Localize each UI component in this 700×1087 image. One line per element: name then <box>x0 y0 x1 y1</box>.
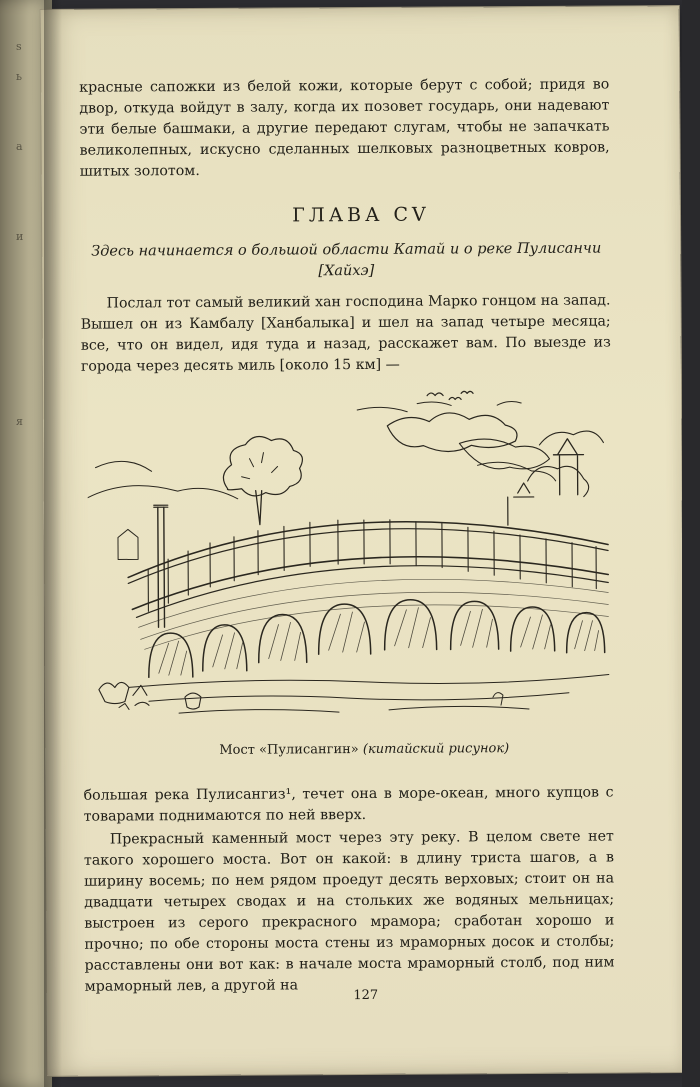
paragraph-bridge: Прекрасный каменный мост через эту реку. В целом свете нет такого хорошего моста. Вот он какой: в длину триста шагов, а в ширину восемь; по нем рядом проедут десять верховых; стоит он на двадцати четырех сводах и на стольких же водяных мельницах; выстроен из серого прекрасного мрамора; сработан хорошо и прочно; по обе стороны моста стены из мраморных досок и столбы; расставлены они вот как: в начале моста мраморный столб, под ним мраморный лев, а другой на <box>83 828 615 995</box>
paragraph-opening: красные сапожки из белой кожи, которые берут с собой; придя во двор, откуда войдут в залу, когда их позовет государь, они надевают эти белые башмаки, а другие передают слугам, чтобы не запачкать великолепных, искусно сделанных шелковых разноцветных ковров, шитых золотом. <box>79 76 610 180</box>
figure-caption-main: Мост «Пулисангин» <box>219 742 359 758</box>
page-number: 127 <box>353 987 379 1004</box>
left-page-mark: я <box>16 415 23 428</box>
left-page-mark: и <box>16 230 24 243</box>
bridge-illustration <box>87 384 619 727</box>
chapter-subtitle: Здесь начинается о большой области Катай и о реке Пулисанчи [Хайхэ] <box>91 240 602 280</box>
right-background-edge <box>682 0 700 1087</box>
figure-caption <box>45 740 683 759</box>
chapter-title: ГЛАВА CV <box>292 203 430 227</box>
figure-caption-note: (китайский рисунок) <box>362 741 510 758</box>
paragraph-river: большая река Пулисангиз¹, течет она в море-океан, много купцов с товарами поднимаются по ней вверх. <box>83 784 614 825</box>
paragraph-journey: Послал тот самый великий хан господина Марко гонцом на запад. Вышел он из Камбалу [Ханбалыка] и шел на запад четыре месяца; все, что он видел, идя туда и назад, расскажет вам. По выезде из города через десять миль [около 15 км] — <box>80 292 611 375</box>
left-page-mark: ь <box>16 70 22 83</box>
left-page-mark: а <box>16 140 23 153</box>
book-page <box>41 6 685 1076</box>
bridge-drawing-icon <box>87 384 619 727</box>
left-page-mark: s <box>16 40 22 53</box>
